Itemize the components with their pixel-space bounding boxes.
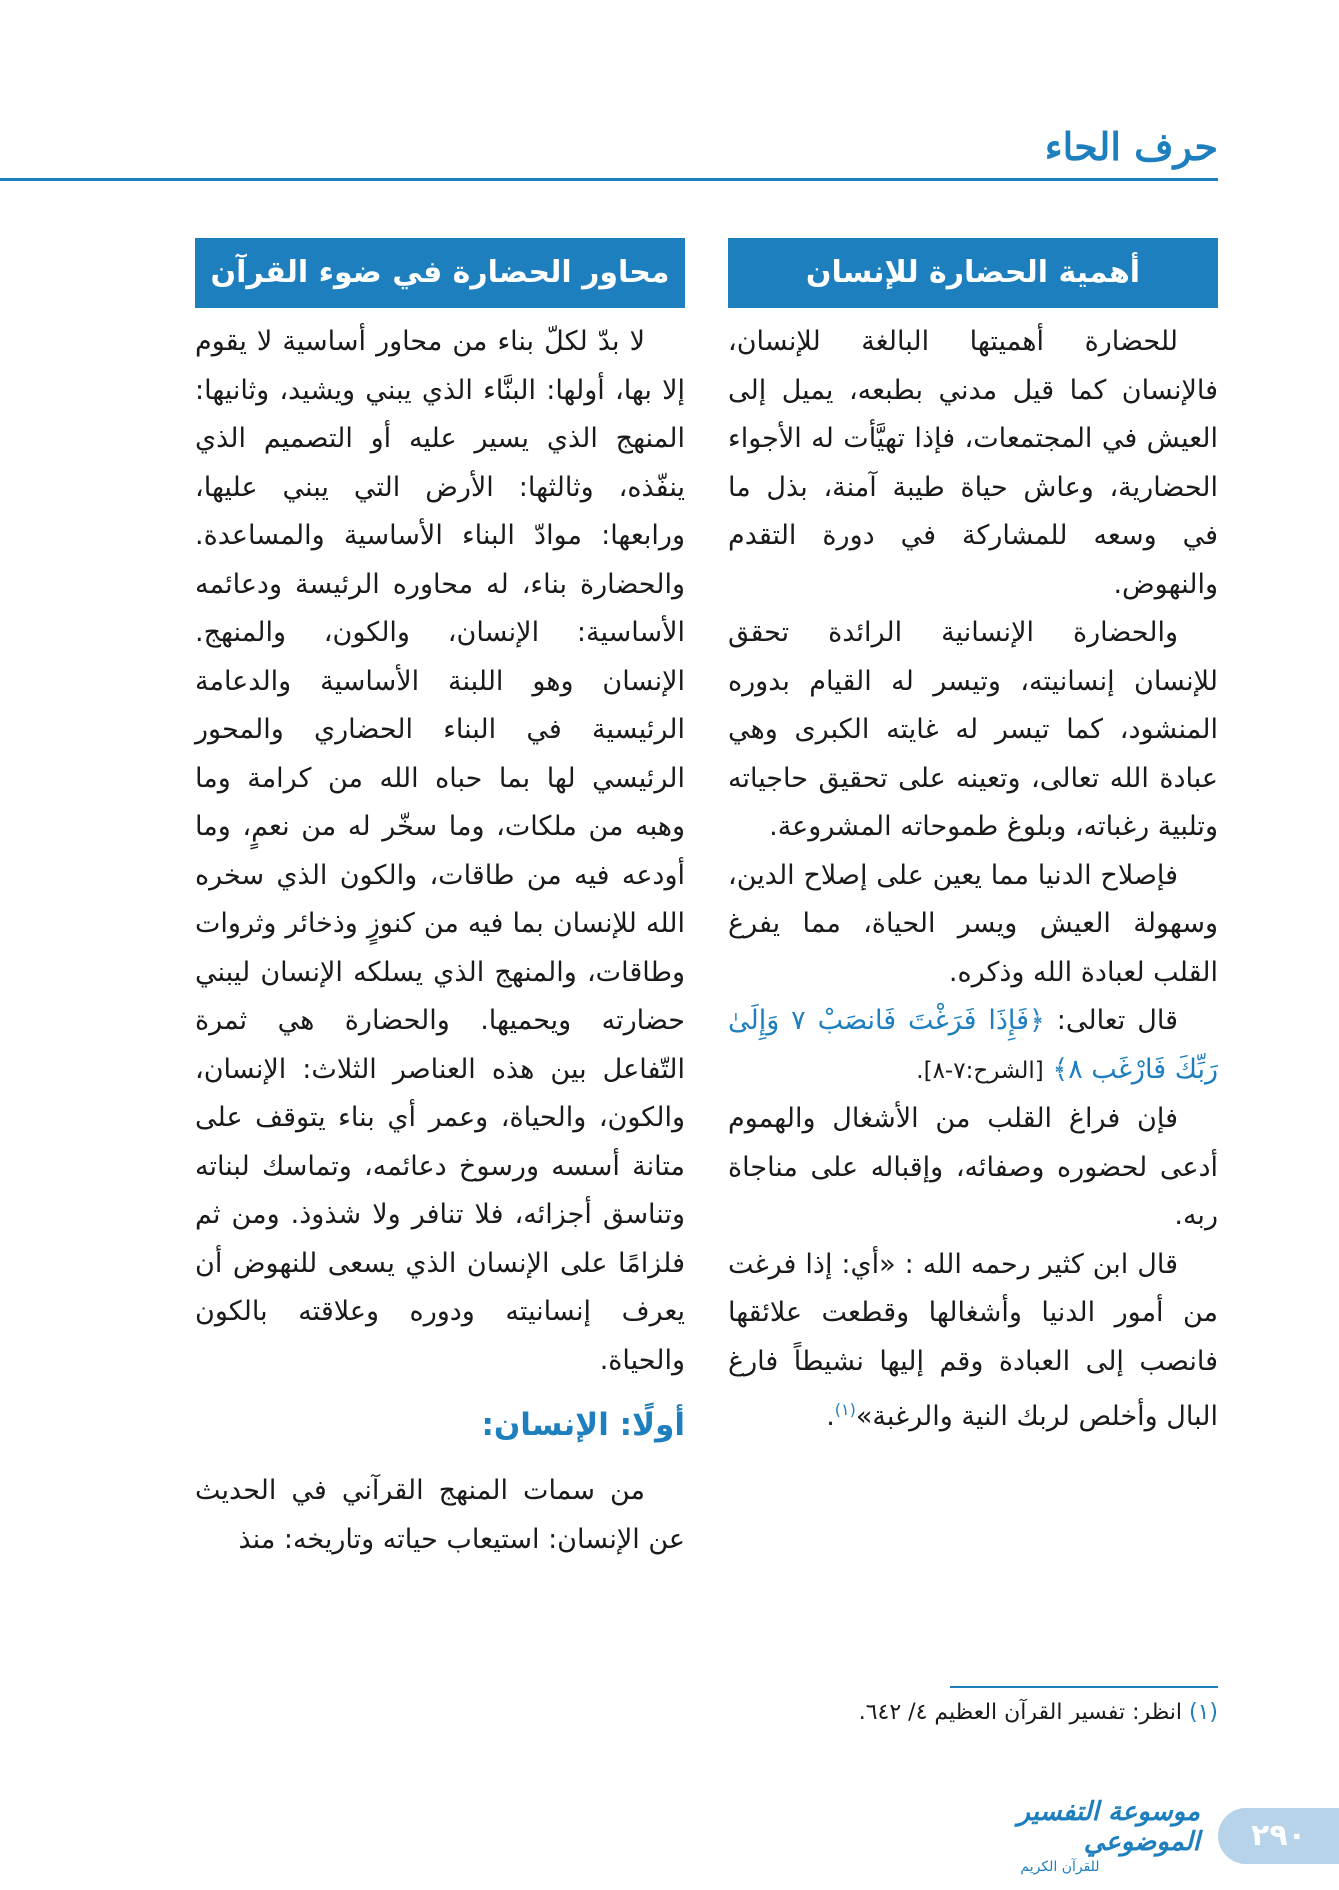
footnote-number: (١) [1188,1700,1218,1725]
chapter-title: حرف الحاء [1044,124,1218,169]
quran-verse: ﴿فَإِذَا فَرَغْتَ فَانصَبْ ٧ وَإِلَىٰ رَبِّكَ فَارْغَب ٨﴾ [728,1005,1218,1085]
verse-reference: [الشرح:٧-٨]. [916,1057,1044,1084]
verse-paragraph [728,997,1218,1095]
quote-paragraph [728,1241,1218,1442]
paragraph: فإن فراغ القلب من الأشغال والهموم أدعى لحضوره وصفائه، وإقباله على مناجاة ربه. [728,1103,1218,1231]
quote-end: . [826,1401,835,1432]
left-column [195,238,685,1564]
paragraph: لا بدّ لكلّ بناء من محاور أساسية لا يقوم إلا بها، أولها: البنَّاء الذي يبني ويشيد، وثانيها: المنهج الذي يسير عليه أو التصميم الذي ينفّذه، وثالثها: الأرض التي يبني عليها، ورابعها: موادّ البناء الأساسية والمساعدة. والحضارة بناء، له محاوره الرئيسة ودعائمه الأساسية: الإنسان، والكون، والمنهج. الإنسان وهو اللبنة الأساسية والدعامة الرئيسية في البناء الحضاري والمحور الرئيسي لها بما حباه الله من كرامة وما وهبه من ملكات، وما سخّر له من نعمٍ، وما أودعه فيه من طاقات، والكون الذي سخره الله للإنسان بما فيه من كنوزٍ وذخائر وثروات وطاقات، والمنهج الذي يسلكه الإنسان ليبني حضارته ويحميها. والحضارة هي ثمرة التّفاعل بين هذه العناصر الثلاث: الإنسان، والكون، والحياة، وعمر أي بناء يتوقف على متانة أسسه ورسوخ دعائمه، وتماسك لبناته وتناسق أجزائه، فلا تنافر ولا شذوذ. ومن ثم فلزامًا على الإنسان الذي يسعى للنهوض أن يعرف إنسانيته ودوره وعلاقته بالكون والحياة. [195,326,685,1376]
logo-title: موسوعة التفسير الموضوعي [1017,1797,1200,1857]
verse-intro: قال تعالى: [1056,1005,1178,1036]
page-number: ٢٩٠ [1218,1808,1339,1864]
logo-subtitle: للقرآن الكريم [1020,1859,1100,1875]
section-heading-axes: محاور الحضارة في ضوء القرآن [195,238,685,308]
paragraph: للحضارة أهميتها البالغة للإنسان، فالإنسان كما قيل مدني بطبعه، يميل إلى العيش في المجتمعات، فإذا تهيَّأت له الأجواء الحضارية، وعاش حياة طيبة آمنة، بذل ما في وسعه للمشاركة في دورة التقدم والنهوض. [728,326,1218,600]
paragraph: من سمات المنهج القرآني في الحديث عن الإنسان: استيعاب حياته وتاريخه: منذ [195,1475,685,1555]
footnote-marker[interactable]: (١) [834,1400,856,1419]
encyclopedia-logo [920,1797,1200,1875]
quote-text: قال ابن كثير رحمه الله : «أي: إذا فرغت من أمور الدنيا وأشغالها وقطعت علائقها فانصب إلى العبادة وقم إليها نشيطاً فارغ البال وأخلص لربك النية والرغبة» [728,1248,1218,1432]
footnote-text: انظر: تفسير القرآن العظيم ٤/ ٦٤٢. [858,1700,1182,1725]
footnote-divider [950,1686,1218,1688]
page-header [0,118,1218,181]
section-heading-importance: أهمية الحضارة للإنسان [728,238,1218,308]
footnote [859,1700,1218,1725]
paragraph: والحضارة الإنسانية الرائدة تحقق للإنسان إنسانيته، وتيسر له القيام بدوره المنشود، كما تيسر له غايته الكبرى وهي عبادة الله تعالى، وتعينه على تحقيق حاجياته وتلبية رغباته، وبلوغ طموحاته المشروعة. [728,617,1218,842]
right-column [728,238,1218,1442]
subheading-human: أولًا: الإنسان: [481,1407,685,1443]
paragraph: فإصلاح الدنيا مما يعين على إصلاح الدين، وسهولة العيش ويسر الحياة، مما يفرغ القلب لعبادة الله وذكره. [728,859,1218,988]
